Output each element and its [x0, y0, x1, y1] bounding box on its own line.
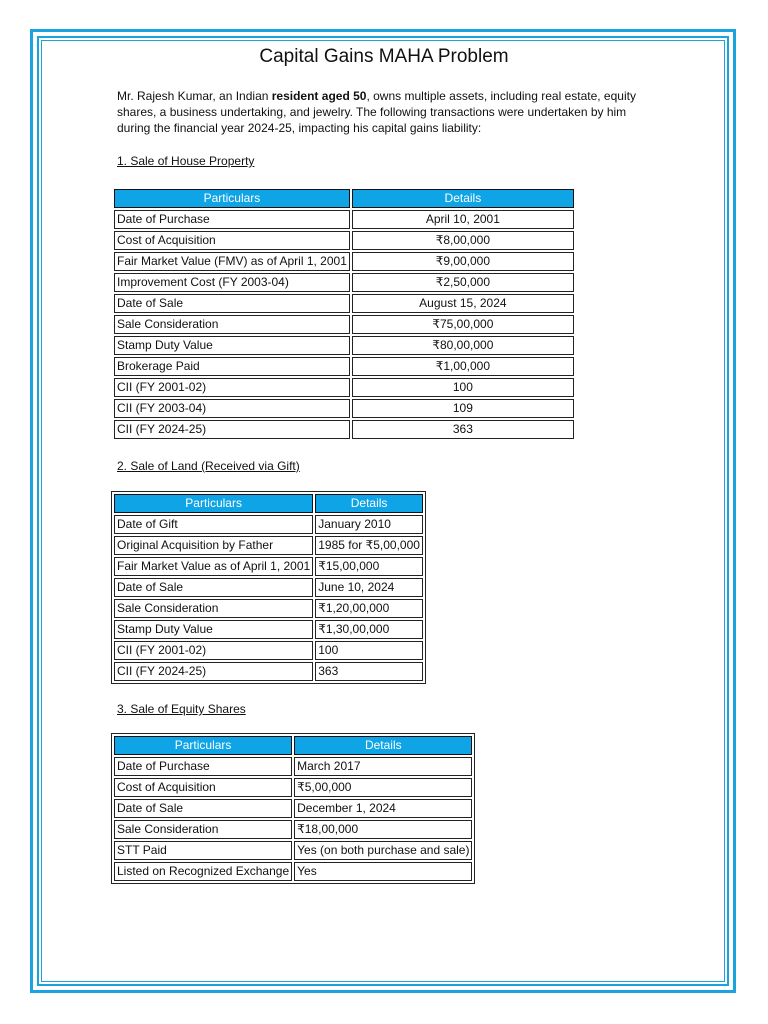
table-header-row [114, 189, 574, 208]
table-row [114, 862, 472, 881]
row-label: CII (FY 2001-02) [114, 641, 313, 660]
row-label: Date of Purchase [114, 210, 350, 229]
row-label: Listed on Recognized Exchange [114, 862, 292, 881]
section-heading-equity-shares: 3. Sale of Equity Shares [117, 702, 246, 716]
table-row [114, 336, 574, 355]
row-label: Date of Purchase [114, 757, 292, 776]
row-label: STT Paid [114, 841, 292, 860]
row-label: Fair Market Value (FMV) as of April 1, 2001 [114, 252, 350, 271]
column-header: Particulars [114, 189, 350, 208]
row-value: 1985 for ₹5,00,000 [315, 536, 423, 555]
table-row [114, 399, 574, 418]
table-row [114, 315, 574, 334]
row-value: ₹2,50,000 [352, 273, 574, 292]
row-value: March 2017 [294, 757, 472, 776]
row-label: Brokerage Paid [114, 357, 350, 376]
table-row [114, 820, 472, 839]
column-header: Details [352, 189, 574, 208]
table-row [114, 357, 574, 376]
column-header: Details [294, 736, 472, 755]
table-row [114, 536, 423, 555]
table-row [114, 420, 574, 439]
column-header: Details [315, 494, 423, 513]
table-row [114, 662, 423, 681]
table-row [114, 641, 423, 660]
row-value: ₹15,00,000 [315, 557, 423, 576]
row-label: CII (FY 2001-02) [114, 378, 350, 397]
row-value: Yes [294, 862, 472, 881]
row-value: ₹5,00,000 [294, 778, 472, 797]
section-heading-house-property: 1. Sale of House Property [117, 154, 255, 168]
table-row [114, 841, 472, 860]
intro-text-1: Mr. Rajesh Kumar, an Indian [117, 89, 272, 103]
row-value: ₹75,00,000 [352, 315, 574, 334]
table-row [114, 515, 423, 534]
row-label: Cost of Acquisition [114, 231, 350, 250]
table-row [114, 778, 472, 797]
row-label: Stamp Duty Value [114, 336, 350, 355]
table-row [114, 557, 423, 576]
column-header: Particulars [114, 736, 292, 755]
row-label: Cost of Acquisition [114, 778, 292, 797]
row-value: April 10, 2001 [352, 210, 574, 229]
table-row [114, 578, 423, 597]
row-value: ₹8,00,000 [352, 231, 574, 250]
land-table [112, 492, 425, 683]
row-value: ₹9,00,000 [352, 252, 574, 271]
row-label: Date of Gift [114, 515, 313, 534]
row-label: CII (FY 2024-25) [114, 420, 350, 439]
table-row [114, 799, 472, 818]
row-value: August 15, 2024 [352, 294, 574, 313]
row-label: Date of Sale [114, 799, 292, 818]
row-label: CII (FY 2024-25) [114, 662, 313, 681]
row-label: Date of Sale [114, 294, 350, 313]
equity-shares-table [112, 734, 474, 883]
row-value: ₹1,30,00,000 [315, 620, 423, 639]
row-value: June 10, 2024 [315, 578, 423, 597]
table-row [114, 378, 574, 397]
table-row [114, 273, 574, 292]
row-value: ₹80,00,000 [352, 336, 574, 355]
row-label: Stamp Duty Value [114, 620, 313, 639]
document-title: Capital Gains MAHA Problem [259, 46, 509, 67]
table-row [114, 252, 574, 271]
row-value: ₹18,00,000 [294, 820, 472, 839]
row-label: Fair Market Value as of April 1, 2001 [114, 557, 313, 576]
row-label: Original Acquisition by Father [114, 536, 313, 555]
row-label: CII (FY 2003-04) [114, 399, 350, 418]
row-value: 363 [315, 662, 423, 681]
row-label: Sale Consideration [114, 820, 292, 839]
row-value: December 1, 2024 [294, 799, 472, 818]
intro-text-2: , owns multiple assets, including real estate, equity shares, a business undertaking, and jewelry. The following transactions were undertaken by him during the financial year 2024-25, impacting his capital gains liability: [117, 89, 636, 135]
column-header: Particulars [114, 494, 313, 513]
table-row [114, 599, 423, 618]
row-value: ₹1,20,00,000 [315, 599, 423, 618]
row-value: 109 [352, 399, 574, 418]
table-row [114, 620, 423, 639]
table-header-row [114, 736, 472, 755]
row-label: Sale Consideration [114, 315, 350, 334]
row-label: Sale Consideration [114, 599, 313, 618]
row-value: ₹1,00,000 [352, 357, 574, 376]
row-value: January 2010 [315, 515, 423, 534]
table-row [114, 757, 472, 776]
row-label: Date of Sale [114, 578, 313, 597]
row-value: 363 [352, 420, 574, 439]
table-row [114, 210, 574, 229]
table-row [114, 231, 574, 250]
table-row [114, 294, 574, 313]
row-value: 100 [315, 641, 423, 660]
row-value: Yes (on both purchase and sale) [294, 841, 472, 860]
section-heading-land: 2. Sale of Land (Received via Gift) [117, 459, 300, 473]
row-label: Improvement Cost (FY 2003-04) [114, 273, 350, 292]
intro-paragraph [117, 88, 662, 136]
intro-bold: resident aged 50 [271, 89, 367, 103]
row-value: 100 [352, 378, 574, 397]
house-property-table [112, 187, 576, 441]
table-header-row [114, 494, 423, 513]
